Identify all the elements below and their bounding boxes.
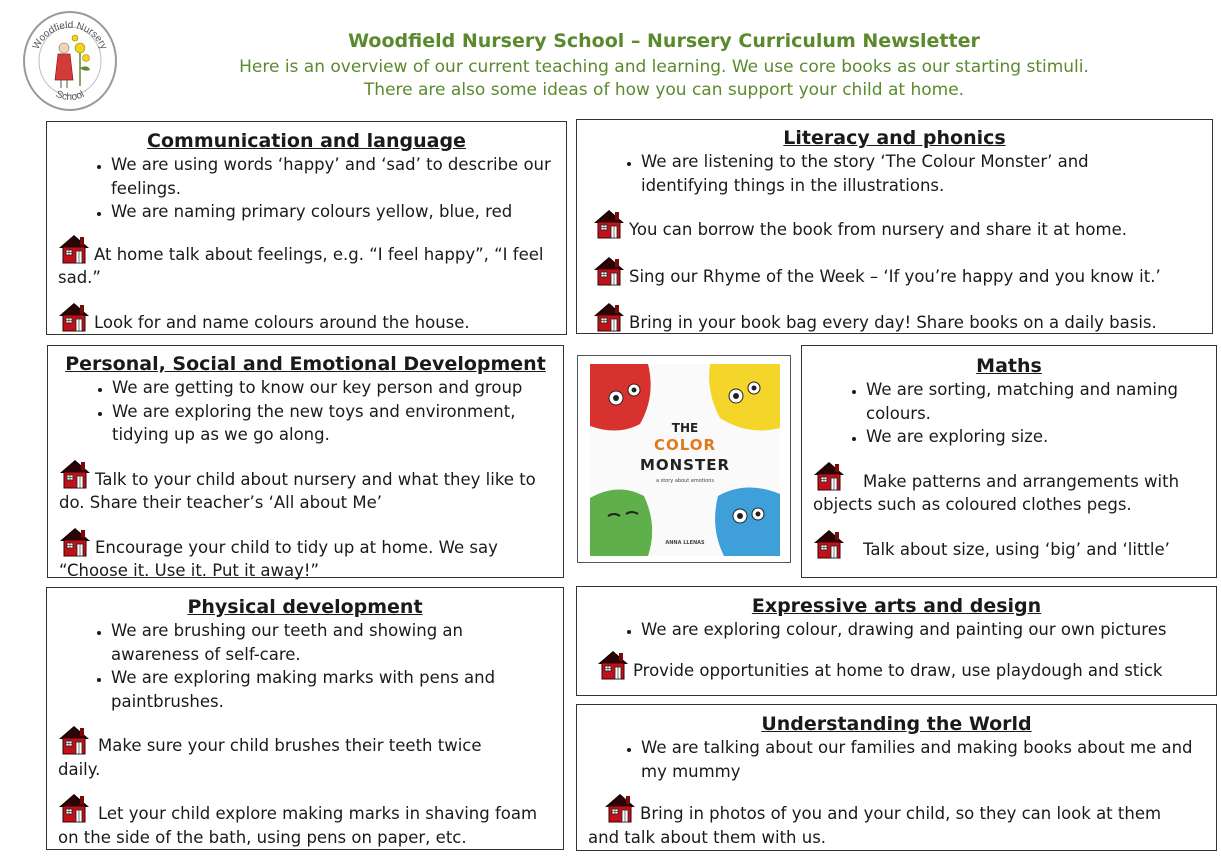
maths-panel (801, 345, 1217, 578)
home-tip-text: At home talk about feelings, e.g. “I feel happy”, “I feel sad.” (58, 244, 544, 287)
book-cover-frame (577, 355, 791, 563)
intro-line-2: There are also some ideas of how you can support your child at home. (363, 80, 965, 100)
home-tip (577, 256, 1212, 289)
home-icon (813, 529, 845, 559)
home-icon (58, 234, 90, 264)
home-tip (48, 527, 563, 583)
school-logo (22, 10, 118, 112)
home-tip (802, 461, 1216, 517)
list-item: • We are exploring making marks with pens and paintbrushes. (111, 666, 523, 713)
psed-panel (47, 345, 564, 578)
home-icon (597, 650, 629, 680)
home-tip (577, 793, 1216, 849)
home-tip-text: You can borrow the book from nursery and share it at home. (629, 220, 1127, 239)
list-item: • We are exploring size. (866, 425, 1216, 449)
panel-title: Literacy and phonics (783, 127, 1006, 149)
physical-development-panel (46, 587, 564, 850)
home-tip (577, 209, 1212, 242)
newsletter-title: Woodfield Nursery School – Nursery Curriculum Newsletter (348, 30, 980, 52)
panel-title: Physical development (187, 596, 423, 618)
book-author: ANNA LLENAS (665, 540, 705, 546)
home-icon (58, 725, 90, 755)
panel-title: Communication and language (147, 130, 466, 152)
book-title-the: THE (671, 421, 699, 435)
panel-title: Understanding the World (761, 713, 1032, 735)
home-tip-text: Provide opportunities at home to draw, use playdough and stick (633, 660, 1163, 680)
home-tip (47, 302, 566, 335)
home-tip-text: Bring in photos of you and your child, so they can look at them and talk about them with us. (588, 804, 1162, 847)
understanding-world-panel (576, 704, 1217, 851)
list-item: • We are naming primary colours yellow, blue, red (111, 200, 566, 224)
home-tip-text: Make sure your child brushes their teeth twice daily. (58, 736, 482, 779)
list-item: • We are getting to know our key person and group (112, 376, 563, 400)
expressive-arts-panel (576, 586, 1217, 696)
list-item: • We are sorting, matching and naming colours. (866, 378, 1208, 425)
home-icon (59, 527, 91, 557)
list-item: • We are using words ‘happy’ and ‘sad’ to describe our feelings. (111, 153, 556, 200)
home-tip-text: Bring in your book bag every day! Share books on a daily basis. (629, 313, 1157, 332)
home-tip (47, 793, 563, 849)
list-item: • We are brushing our teeth and showing an awareness of self-care. (111, 619, 503, 666)
book-cover-image (578, 356, 790, 562)
home-tip-text: Make patterns and arrangements with objects such as coloured clothes pegs. (813, 471, 1180, 514)
home-tip (802, 529, 1216, 562)
list-item: • We are exploring colour, drawing and painting our own pictures (641, 618, 1216, 642)
communication-language-panel (46, 121, 567, 335)
home-icon (593, 256, 625, 286)
home-icon (604, 793, 636, 823)
book-title-monster: MONSTER (639, 456, 731, 474)
list-item: • We are talking about our families and making books about me and my mummy (641, 736, 1196, 783)
home-tip-text: Encourage your child to tidy up at home. We say “Choose it. Use it. Put it away!” (59, 537, 498, 580)
home-icon (813, 461, 845, 491)
home-tip (48, 459, 563, 515)
home-icon (59, 459, 91, 489)
home-tip-text: Talk about size, using ‘big’ and ‘little’ (863, 539, 1170, 559)
home-tip (47, 725, 563, 781)
list-item: • We are listening to the story ‘The Colour Monster’ and identifying things in the illustrations. (641, 150, 1122, 197)
panel-title: Expressive arts and design (751, 595, 1042, 617)
home-icon (593, 209, 625, 239)
home-tip-text: Look for and name colours around the house. (94, 312, 470, 332)
list-item: • We are exploring the new toys and environment, tidying up as we go along. (112, 400, 543, 447)
home-tip (577, 650, 1216, 683)
home-tip-text: Talk to your child about nursery and what they like to do. Share their teacher’s ‘All about Me’ (59, 469, 536, 512)
home-icon (58, 302, 90, 332)
book-subtitle: a story about emotions (655, 478, 715, 484)
home-tip-text: Let your child explore making marks in shaving foam on the side of the bath, using pens on paper, etc. (58, 804, 538, 847)
home-icon (58, 793, 90, 823)
home-tip-text: Sing our Rhyme of the Week – ‘If you’re happy and you know it.’ (629, 266, 1161, 286)
intro-line-1: Here is an overview of our current teaching and learning. We use core books as our starting stimuli. (239, 57, 1089, 77)
logo-ring-text-bottom: School (54, 88, 87, 104)
home-icon (593, 302, 625, 332)
logo-ring-text-top: Woodfield Nursery (30, 19, 110, 52)
home-tip (47, 234, 566, 290)
book-title-color: COLOR (653, 436, 717, 454)
home-tip (577, 302, 1212, 335)
panel-title: Maths (976, 355, 1042, 377)
literacy-phonics-panel (576, 119, 1213, 334)
panel-title: Personal, Social and Emotional Development (65, 353, 546, 375)
